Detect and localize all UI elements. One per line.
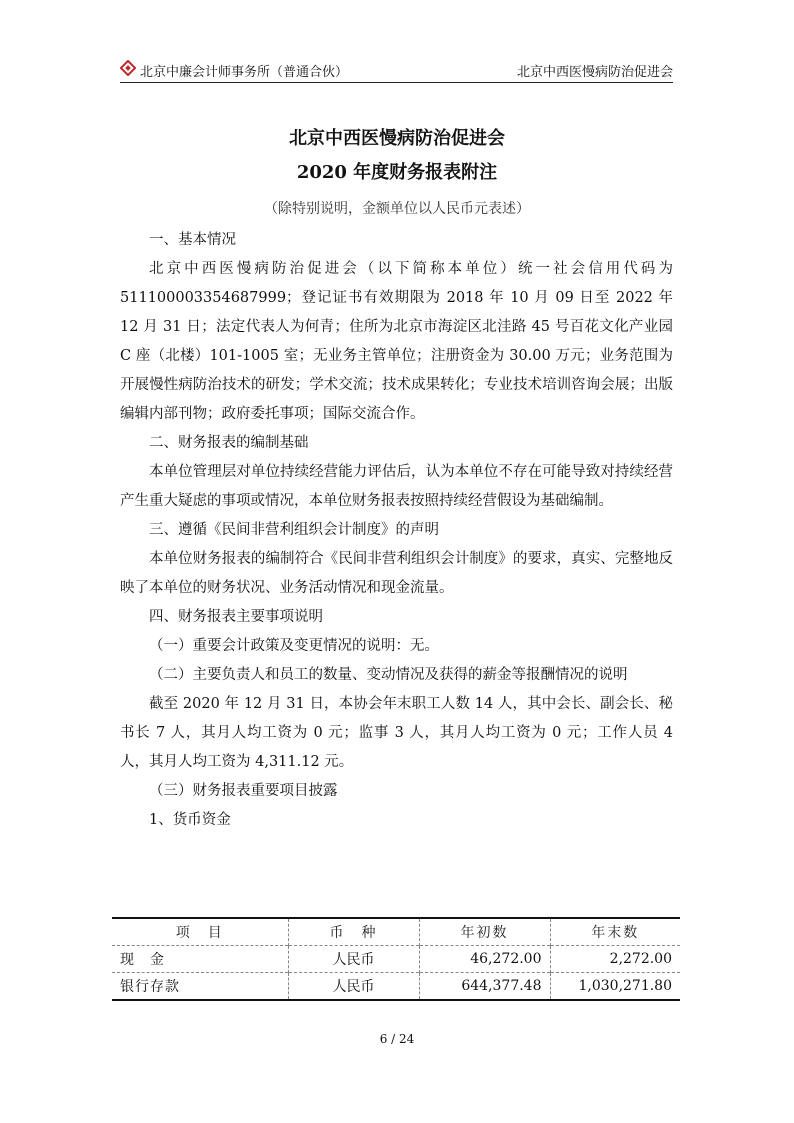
paragraph: 本单位管理层对单位持续经营能力评估后，认为本单位不存在可能导致对持续经营产生重大疑虑的事项或情况，本单位财务报表按照持续经营假设为基础编制。 bbox=[120, 464, 673, 509]
row-begin-value: 46,272.00 bbox=[419, 946, 550, 973]
page-header bbox=[120, 56, 673, 83]
subsection-heading: （三）财务报表重要项目披露 bbox=[149, 783, 338, 799]
page-number: 6 / 24 bbox=[379, 1032, 415, 1046]
row-currency: 人民币 bbox=[288, 973, 419, 1001]
row-item: 现 金 bbox=[112, 946, 288, 973]
column-header-currency: 币 种 bbox=[288, 918, 419, 946]
subsection-heading: （一）重要会计政策及变更情况的说明：无。 bbox=[149, 638, 439, 654]
monetary-funds-table bbox=[112, 917, 680, 1001]
item-heading: 1、货币资金 bbox=[149, 812, 231, 828]
row-end-value: 1,030,271.80 bbox=[550, 973, 680, 1001]
currency-note: （除特别说明，金额单位以人民币元表述） bbox=[264, 201, 530, 217]
row-begin-value: 644,377.48 bbox=[419, 973, 550, 1001]
table-row bbox=[112, 973, 680, 1001]
section-heading: 四、财务报表主要事项说明 bbox=[149, 609, 323, 625]
firm-name: 北京中廉会计师事务所（普通合伙） bbox=[140, 65, 349, 80]
row-currency: 人民币 bbox=[288, 946, 419, 973]
header-org-name: 北京中西医慢病防治促进会 bbox=[516, 65, 673, 80]
section-heading: 一、基本情况 bbox=[149, 232, 236, 248]
row-item: 银行存款 bbox=[112, 973, 288, 1001]
column-header-item: 项 目 bbox=[112, 918, 288, 946]
table-header-row bbox=[112, 918, 680, 946]
column-header-begin: 年初数 bbox=[419, 918, 550, 946]
document-title: 北京中西医慢病防治促进会 bbox=[289, 128, 505, 149]
table-row bbox=[112, 946, 680, 973]
column-header-end: 年末数 bbox=[550, 918, 680, 946]
document-subtitle-year: 2020 年度财务报表附注 bbox=[296, 162, 498, 183]
section-heading: 二、财务报表的编制基础 bbox=[149, 435, 309, 451]
paragraph: 本单位财务报表的编制符合《民间非营利组织会计制度》的要求，真实、完整地反映了本单位的财务状况、业务活动情况和现金流量。 bbox=[120, 551, 673, 596]
firm-logo-icon bbox=[120, 60, 136, 76]
row-end-value: 2,272.00 bbox=[550, 946, 680, 973]
paragraph: 北京中西医慢病防治促进会（以下简称本单位）统一社会信用代码为 511100003354687999；登记证书有效期限为 2018 年 10 月 09 日至 2022 年 12 月 31 日；法定代表人为何青；住所为北京市海淀区北洼路 45 号百花文化产业园 C 座（北楼）101-1005 室；无业务主管单位；注册资金为 30.00 万元；业务范围为开展慢性病防治技术的研发；学术交流；技术成果转化；专业技术培训咨询会展；出版编辑内部刊物；政府委托事项；国际交流合作。 bbox=[120, 261, 673, 422]
paragraph: 截至 2020 年 12 月 31 日，本协会年末职工人数 14 人，其中会长、副会长、秘书长 7 人，其月人均工资为 0 元；监事 3 人，其月人均工资为 0 元；工作人员 4 人，其月人均工资为 4,311.12 元。 bbox=[120, 696, 673, 770]
notes-body bbox=[120, 226, 673, 835]
subsection-heading: （二）主要负责人和员工的数量、变动情况及获得的薪金等报酬情况的说明 bbox=[149, 667, 628, 683]
section-heading: 三、遵循《民间非营利组织会计制度》的声明 bbox=[149, 522, 439, 538]
